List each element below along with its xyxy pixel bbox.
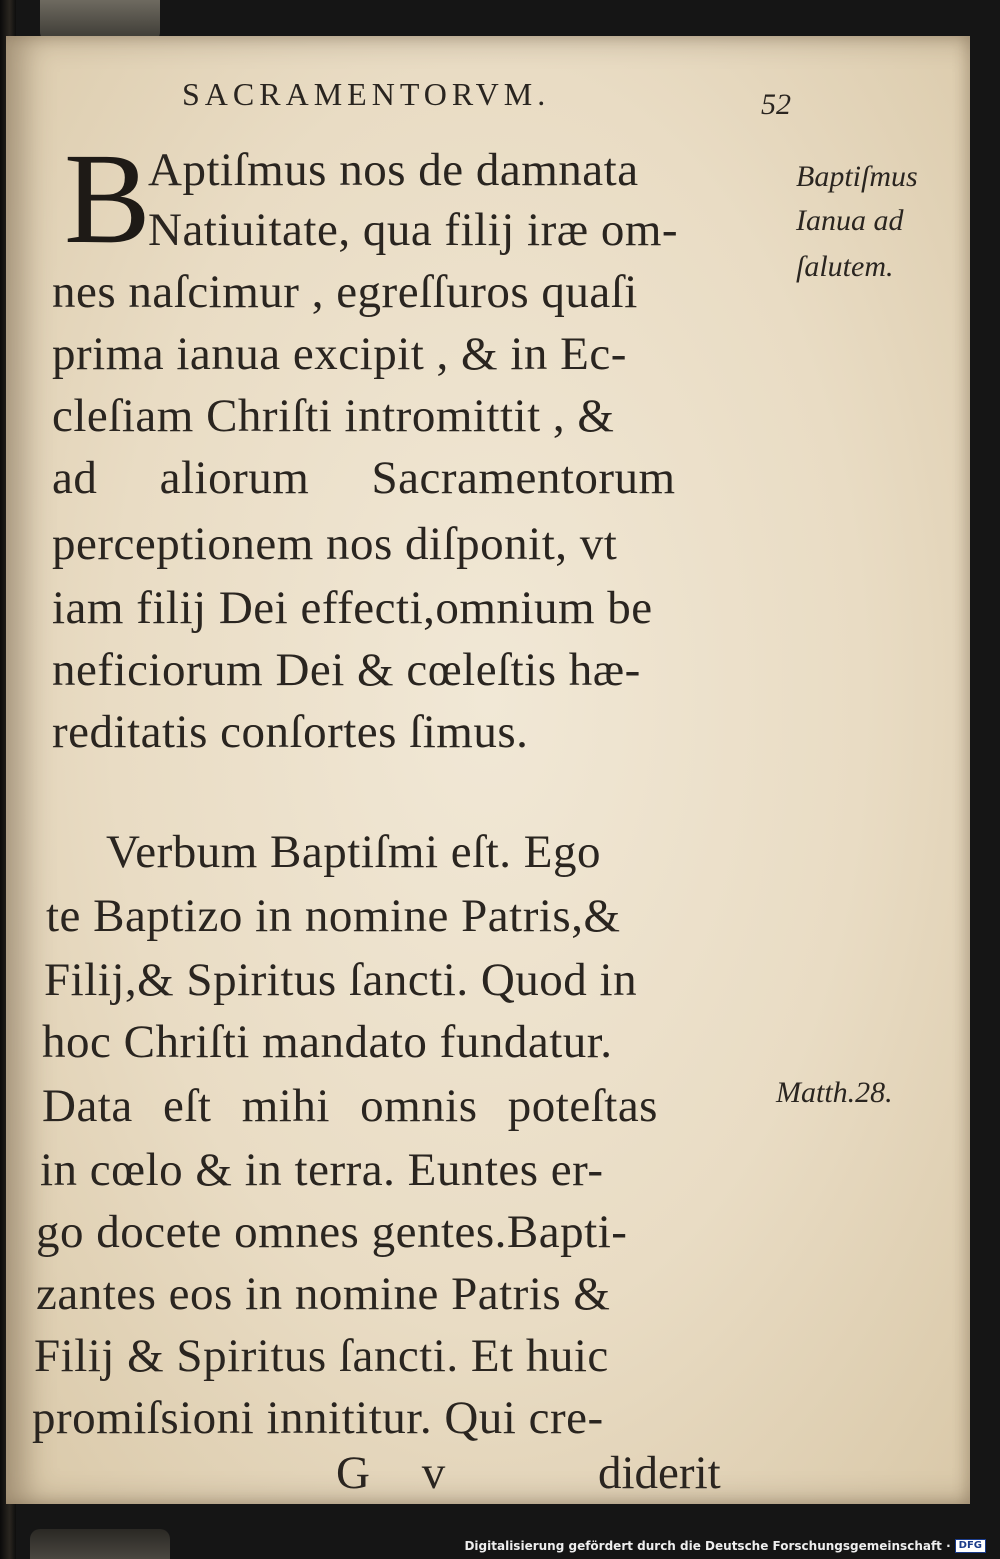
text-line: reditatis conſortes ſimus. xyxy=(52,706,529,758)
digitization-credit xyxy=(464,1539,986,1553)
text-line: Data eſt mihi omnis poteſtas xyxy=(42,1080,658,1132)
text-line: te Baptizo in nomine Patris,& xyxy=(46,890,621,942)
text-line: Filij,& Spiritus ſancti. Quod in xyxy=(44,954,638,1006)
signature-mark: G v xyxy=(336,1447,446,1499)
text-line: cleſiam Chriſti intromittit , & xyxy=(52,390,615,442)
text-line: promiſsioni innititur. Qui cre- xyxy=(32,1392,604,1444)
page-number: 52 xyxy=(761,88,791,121)
marginal-note: ſalutem. xyxy=(796,250,894,283)
text-line: in cœlo & in terra. Euntes er- xyxy=(40,1144,604,1196)
text-line: Verbum Baptiſmi eſt. Ego xyxy=(106,826,601,878)
dfg-logo: DFG xyxy=(955,1539,986,1553)
text-line: Natiuitate, qua filij iræ om- xyxy=(148,204,679,256)
drop-cap: B xyxy=(64,127,151,271)
text-line: Filij & Spiritus ſancti. Et huic xyxy=(34,1330,609,1382)
credit-text: Digitalisierung gefördert durch die Deutsche Forschungsgemeinschaft · xyxy=(464,1539,951,1553)
clamp-bottom xyxy=(30,1529,170,1559)
text-line: prima ianua excipit , & in Ec- xyxy=(52,328,627,380)
text-line: Aptiſmus nos de damnata xyxy=(148,144,639,196)
text-line: neficiorum Dei & cœleſtis hæ- xyxy=(52,644,641,696)
text-line: go docete omnes gentes.Bapti- xyxy=(36,1206,628,1258)
marginal-note: Baptiſmus xyxy=(796,160,918,193)
text-line: hoc Chriſti mandato fundatur. xyxy=(42,1016,613,1068)
book-page xyxy=(6,36,970,1504)
marginal-note: Matth.28. xyxy=(776,1076,893,1109)
text-line: perceptionem nos diſponit, vt xyxy=(52,518,618,570)
catchword: diderit xyxy=(598,1447,721,1499)
text-line: ad aliorum Sacramentorum xyxy=(52,452,676,504)
text-line: iam filij Dei effecti,omnium be xyxy=(52,582,653,634)
running-head: SACRAMENTORVM. xyxy=(182,76,551,112)
text-line: nes naſcimur , egreſſuros quaſi xyxy=(52,266,638,318)
text-line: zantes eos in nomine Patris & xyxy=(36,1268,611,1320)
marginal-note: Ianua ad xyxy=(796,204,904,237)
